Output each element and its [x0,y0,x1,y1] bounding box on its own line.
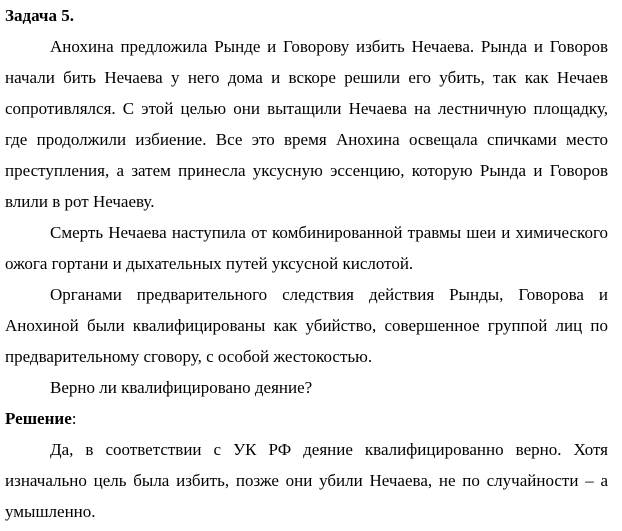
solution-label: Решение [5,409,72,428]
solution-heading [5,403,608,434]
task-title: Задача 5. [5,6,74,25]
document-page [5,0,608,527]
solution-paragraph-1: Да, в соответствии с УК РФ деяние квалифицированно верно. Хотя изначально цель была избить, позже они убили Нечаева, не по случайности – а умышленно. [5,440,608,521]
task-paragraph-1: Анохина предложила Рынде и Говорову избить Нечаева. Рында и Говоров начали бить Нечаева у него дома и вскоре решили его убить, так как Нечаев сопротивлялся. С этой целью они вытащили Нечаева на лестничную площадку, где продолжили избиение. Все это время Анохина освещала спичками место преступления, а затем принесла уксусную эссенцию, которую Рында и Говоров влили в рот Нечаеву. [5,37,608,211]
task-paragraph-2: Смерть Нечаева наступила от комбинированной травмы шеи и химического ожога гортани и дыхательных путей уксусной кислотой. [5,223,608,273]
solution-label-colon: : [71,409,77,428]
task-paragraph-3: Органами предварительного следствия действия Рынды, Говорова и Анохиной были квалифицированы как убийство, совершенное группой лиц по предварительному сговору, с особой жестокостью. [5,285,608,366]
task-question: Верно ли квалифицировано деяние? [50,378,313,397]
